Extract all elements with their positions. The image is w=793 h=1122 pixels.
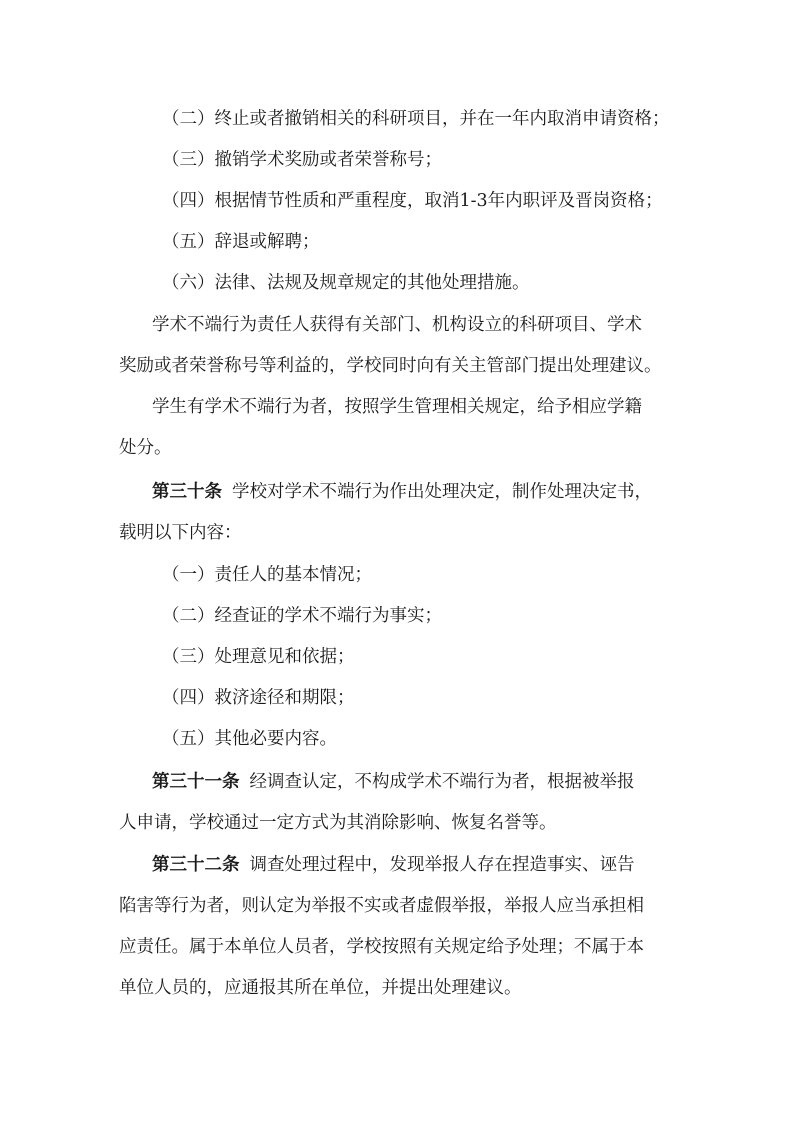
paragraph-line: 学术不端行为责任人获得有关部门、机构设立的科研项目、学术 [152,315,642,335]
paragraph-line: 陷害等行为者，则认定为举报不实或者虚假举报，举报人应当承担相 [119,896,644,916]
paragraph-line: 单位人员的，应通报其所在单位，并提出处理建议。 [119,978,522,998]
paragraph-line: 人申请，学校通过一定方式为其消除影响、恢复名誉等。 [119,813,557,833]
article-title: 第三十一条 [152,772,240,792]
article-31-line [0,770,793,794]
list-item: （三）撤销学术奖励或者荣誉称号； [162,150,442,170]
paragraph-line: 载明以下内容： [119,523,242,543]
article-30-line [0,480,793,504]
list-item: （五）其他必要内容。 [162,729,337,749]
paragraph-line: 应责任。属于本单位人员者，学校按照有关规定给予处理；不属于本 [119,937,644,957]
list-item: （一）责任人的基本情况； [162,565,372,585]
article-text: 经调查认定，不构成学术不端行为者，根据被举报 [249,772,635,792]
list-item: （二）经查证的学术不端行为事实； [162,606,442,626]
list-item: （五）辞退或解聘； [162,232,320,252]
article-title: 第三十条 [152,482,222,502]
paragraph-line: 奖励或者荣誉称号等利益的，学校同时向有关主管部门提出处理建议。 [119,356,662,376]
list-item: （四）救济途径和期限； [162,688,355,708]
list-item: （四）根据情节性质和严重程度，取消1-3年内职评及晋岗资格； [162,191,663,211]
article-32-line [0,853,793,877]
article-text: 调查处理过程中，发现举报人存在捏造事实、诬告 [249,855,635,875]
article-title: 第三十二条 [152,855,240,875]
paragraph-line: 处分。 [119,438,172,458]
list-item: （三）处理意见和依据； [162,647,355,667]
article-text: 学校对学术不端行为作出处理决定，制作处理决定书， [232,482,652,502]
list-item: （二）终止或者撤销相关的科研项目，并在一年内取消申请资格； [162,109,670,129]
paragraph-line: 学生有学术不端行为者，按照学生管理相关规定，给予相应学籍 [152,397,642,417]
list-item: （六）法律、法规及规章规定的其他处理措施。 [162,273,530,293]
